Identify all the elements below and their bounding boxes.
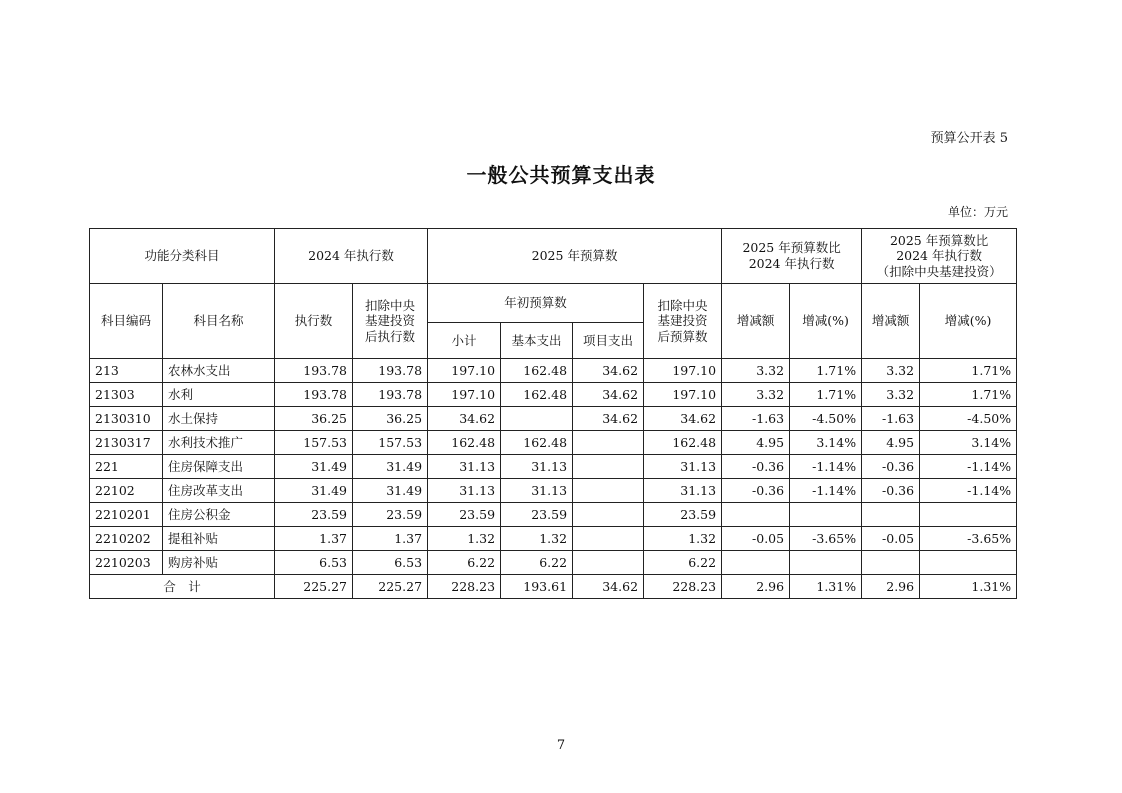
cell-name: 住房改革支出 xyxy=(163,479,275,503)
cell-basic: 162.48 xyxy=(501,431,573,455)
cell-exec-ex: 157.53 xyxy=(353,431,428,455)
cell-exec: 31.49 xyxy=(275,455,353,479)
cell-delta-2: -0.36 xyxy=(862,479,920,503)
header-budget-ex-line2: 基建投资 xyxy=(657,313,708,329)
cell-delta-2 xyxy=(862,503,920,527)
header-basic: 基本支出 xyxy=(501,323,573,359)
cell-delta-pct-2: -4.50% xyxy=(920,407,1017,431)
table-row xyxy=(90,455,1017,479)
cell-name: 购房补贴 xyxy=(163,551,275,575)
cell-delta-pct-2: -1.14% xyxy=(920,455,1017,479)
header-initial-budget: 年初预算数 xyxy=(428,284,644,323)
cell-subtotal: 1.32 xyxy=(428,527,501,551)
table-number-label: 预算公开表 5 xyxy=(930,131,1008,146)
cell-project: 34.62 xyxy=(573,407,644,431)
cell-subtotal: 197.10 xyxy=(428,359,501,383)
header-exec-2024: 2024 年执行数 xyxy=(275,229,428,284)
table-row xyxy=(90,551,1017,575)
cell-code: 2210202 xyxy=(90,527,163,551)
table-row xyxy=(90,479,1017,503)
header-compare-exec-line1: 2025 年预算数比 xyxy=(742,240,841,256)
header-row-1 xyxy=(90,229,1017,284)
cell-delta-pct: -4.50% xyxy=(790,407,862,431)
header-code: 科目编码 xyxy=(90,284,163,359)
cell-project xyxy=(573,503,644,527)
cell-exec: 193.78 xyxy=(275,383,353,407)
cell-delta-pct-2 xyxy=(920,551,1017,575)
cell-exec-ex: 6.53 xyxy=(353,551,428,575)
header-project: 项目支出 xyxy=(573,323,644,359)
cell-delta-pct xyxy=(790,503,862,527)
cell-budget-ex: 31.13 xyxy=(644,455,722,479)
cell-delta-pct-2 xyxy=(920,503,1017,527)
cell-delta: 3.32 xyxy=(722,359,790,383)
cell-name: 水利 xyxy=(163,383,275,407)
cell-delta-pct: 1.71% xyxy=(790,383,862,407)
cell-delta-2: -0.36 xyxy=(862,455,920,479)
unit-label: 单位：万元 xyxy=(947,205,1008,219)
cell-subtotal: 34.62 xyxy=(428,407,501,431)
cell-exec-ex: 23.59 xyxy=(353,503,428,527)
cell-delta-pct: 3.14% xyxy=(790,431,862,455)
table-row xyxy=(90,359,1017,383)
cell-delta-2: -0.05 xyxy=(862,527,920,551)
total-cell-subtotal: 228.23 xyxy=(428,575,501,599)
cell-project xyxy=(573,527,644,551)
total-row xyxy=(90,575,1017,599)
cell-project: 34.62 xyxy=(573,383,644,407)
cell-exec: 23.59 xyxy=(275,503,353,527)
header-budget-2025: 2025 年预算数 xyxy=(428,229,722,284)
cell-budget-ex: 1.32 xyxy=(644,527,722,551)
cell-name: 水土保持 xyxy=(163,407,275,431)
cell-delta xyxy=(722,503,790,527)
header-delta-pct: 增减(%) xyxy=(790,284,862,359)
cell-basic: 23.59 xyxy=(501,503,573,527)
total-cell-exec: 225.27 xyxy=(275,575,353,599)
cell-name: 住房保障支出 xyxy=(163,455,275,479)
cell-delta-pct: 1.71% xyxy=(790,359,862,383)
cell-delta-pct: -1.14% xyxy=(790,455,862,479)
cell-code: 2210201 xyxy=(90,503,163,527)
cell-basic: 162.48 xyxy=(501,383,573,407)
header-subtotal: 小计 xyxy=(428,323,501,359)
total-cell-budget-ex: 228.23 xyxy=(644,575,722,599)
total-cell-exec-ex: 225.27 xyxy=(353,575,428,599)
cell-budget-ex: 34.62 xyxy=(644,407,722,431)
cell-exec: 1.37 xyxy=(275,527,353,551)
cell-exec: 36.25 xyxy=(275,407,353,431)
cell-exec: 6.53 xyxy=(275,551,353,575)
total-label: 合 计 xyxy=(90,575,275,599)
cell-delta-pct-2: 1.71% xyxy=(920,383,1017,407)
header-compare-exec-ex-line2: 2024 年执行数 xyxy=(896,248,982,264)
cell-name: 农林水支出 xyxy=(163,359,275,383)
cell-exec-ex: 1.37 xyxy=(353,527,428,551)
header-exec-ex xyxy=(353,284,428,359)
header-budget-ex-line3: 后预算数 xyxy=(657,328,708,344)
cell-exec: 31.49 xyxy=(275,479,353,503)
cell-code: 213 xyxy=(90,359,163,383)
cell-delta: -0.05 xyxy=(722,527,790,551)
header-compare-exec-ex xyxy=(862,229,1017,284)
table-row xyxy=(90,383,1017,407)
header-exec-ex-line2: 基建投资 xyxy=(365,313,416,329)
cell-project xyxy=(573,479,644,503)
total-cell-project: 34.62 xyxy=(573,575,644,599)
cell-subtotal: 197.10 xyxy=(428,383,501,407)
header-delta-pct-2: 增减(%) xyxy=(920,284,1017,359)
cell-exec: 193.78 xyxy=(275,359,353,383)
header-compare-exec-ex-line1: 2025 年预算数比 xyxy=(889,232,989,248)
cell-delta-2: -1.63 xyxy=(862,407,920,431)
cell-basic: 31.13 xyxy=(501,455,573,479)
page-number: 7 xyxy=(556,738,566,753)
cell-name: 水利技术推广 xyxy=(163,431,275,455)
cell-delta: -1.63 xyxy=(722,407,790,431)
cell-budget-ex: 23.59 xyxy=(644,503,722,527)
header-exec-num: 执行数 xyxy=(275,284,353,359)
table-row xyxy=(90,431,1017,455)
cell-code: 2130317 xyxy=(90,431,163,455)
cell-basic xyxy=(501,407,573,431)
header-row-2 xyxy=(90,284,1017,323)
total-cell-delta-2: 2.96 xyxy=(862,575,920,599)
header-budget-ex-line1: 扣除中央 xyxy=(657,297,708,313)
cell-delta: -0.36 xyxy=(722,479,790,503)
cell-delta xyxy=(722,551,790,575)
cell-name: 住房公积金 xyxy=(163,503,275,527)
cell-delta-pct-2: -3.65% xyxy=(920,527,1017,551)
page-title: 一般公共预算支出表 xyxy=(466,163,656,187)
cell-exec: 157.53 xyxy=(275,431,353,455)
header-func-class: 功能分类科目 xyxy=(90,229,275,284)
total-cell-delta: 2.96 xyxy=(722,575,790,599)
header-delta: 增减额 xyxy=(722,284,790,359)
header-exec-ex-line1: 扣除中央 xyxy=(365,297,416,313)
cell-basic: 162.48 xyxy=(501,359,573,383)
cell-code: 22102 xyxy=(90,479,163,503)
cell-exec-ex: 31.49 xyxy=(353,479,428,503)
cell-budget-ex: 31.13 xyxy=(644,479,722,503)
cell-delta-pct-2: 1.71% xyxy=(920,359,1017,383)
cell-budget-ex: 197.10 xyxy=(644,383,722,407)
cell-project xyxy=(573,455,644,479)
cell-exec-ex: 31.49 xyxy=(353,455,428,479)
table-row xyxy=(90,527,1017,551)
header-compare-exec-ex-line3: （扣除中央基建投资） xyxy=(876,263,1002,279)
cell-delta-pct-2: -1.14% xyxy=(920,479,1017,503)
header-compare-exec-line2: 2024 年执行数 xyxy=(748,256,835,271)
total-cell-delta-pct: 1.31% xyxy=(790,575,862,599)
cell-subtotal: 6.22 xyxy=(428,551,501,575)
header-compare-exec xyxy=(722,229,862,284)
cell-basic: 31.13 xyxy=(501,479,573,503)
cell-budget-ex: 6.22 xyxy=(644,551,722,575)
cell-subtotal: 31.13 xyxy=(428,455,501,479)
cell-basic: 1.32 xyxy=(501,527,573,551)
header-name: 科目名称 xyxy=(163,284,275,359)
cell-delta: -0.36 xyxy=(722,455,790,479)
cell-delta-pct xyxy=(790,551,862,575)
cell-project xyxy=(573,551,644,575)
cell-exec-ex: 193.78 xyxy=(353,383,428,407)
cell-basic: 6.22 xyxy=(501,551,573,575)
cell-delta-2: 4.95 xyxy=(862,431,920,455)
cell-subtotal: 31.13 xyxy=(428,479,501,503)
cell-subtotal: 162.48 xyxy=(428,431,501,455)
cell-code: 21303 xyxy=(90,383,163,407)
table-row xyxy=(90,407,1017,431)
cell-code: 2210203 xyxy=(90,551,163,575)
cell-subtotal: 23.59 xyxy=(428,503,501,527)
cell-delta: 3.32 xyxy=(722,383,790,407)
cell-delta-2: 3.32 xyxy=(862,383,920,407)
header-delta-2: 增减额 xyxy=(862,284,920,359)
cell-delta-2: 3.32 xyxy=(862,359,920,383)
total-cell-basic: 193.61 xyxy=(501,575,573,599)
total-cell-delta-pct-2: 1.31% xyxy=(920,575,1017,599)
cell-delta: 4.95 xyxy=(722,431,790,455)
cell-delta-pct: -1.14% xyxy=(790,479,862,503)
cell-delta-2 xyxy=(862,551,920,575)
cell-delta-pct: -3.65% xyxy=(790,527,862,551)
header-budget-ex xyxy=(644,284,722,359)
cell-code: 2130310 xyxy=(90,407,163,431)
cell-budget-ex: 197.10 xyxy=(644,359,722,383)
cell-name: 提租补贴 xyxy=(163,527,275,551)
cell-code: 221 xyxy=(90,455,163,479)
cell-project: 34.62 xyxy=(573,359,644,383)
cell-delta-pct-2: 3.14% xyxy=(920,431,1017,455)
cell-exec-ex: 36.25 xyxy=(353,407,428,431)
cell-exec-ex: 193.78 xyxy=(353,359,428,383)
budget-expenditure-table xyxy=(89,228,1017,599)
cell-project xyxy=(573,431,644,455)
table-row xyxy=(90,503,1017,527)
header-exec-ex-line3: 后执行数 xyxy=(365,328,416,344)
cell-budget-ex: 162.48 xyxy=(644,431,722,455)
